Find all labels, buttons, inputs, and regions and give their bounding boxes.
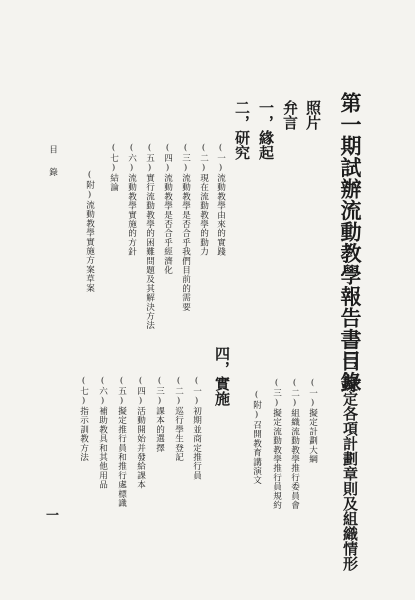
- research-item: (三)流動教學是否合乎我們目前的需要: [180, 143, 191, 312]
- practice-item: (一)初期並商定推行員: [191, 376, 202, 480]
- plans-appendix: (附)召開教育講演文: [251, 390, 262, 485]
- document-title: 第一期試辦流動教學報告書目錄: [338, 92, 363, 393]
- practice-item: (四)活動開始并發給課本: [135, 376, 146, 490]
- practice-item: (二)巡行學生登記: [173, 376, 184, 462]
- section-research-heading: 二，研究: [233, 100, 251, 160]
- research-appendix: (附)流動教學實施方案草案: [84, 170, 95, 293]
- section-practice-heading: 四，實施: [213, 346, 231, 406]
- plans-item: (二)組織流動教學推行委員會: [289, 378, 300, 510]
- practice-item: (七)指示訓教方法: [78, 376, 89, 462]
- plans-item: (一)擬定計劃大綱: [307, 378, 318, 464]
- section-plans-heading: 三，擬定各項計劃章則及組織情形: [341, 346, 359, 571]
- plans-item: (三)擬定流動教學推行員規約: [271, 378, 282, 510]
- practice-item: (三)課本的選擇: [154, 376, 165, 453]
- page-number: 一: [43, 508, 58, 521]
- research-item: (六)流動教學實施的方針: [126, 143, 137, 257]
- research-item: (一)流動教學由來的實踐: [215, 143, 226, 257]
- research-item: (四)流動教學是否合乎經濟化: [162, 143, 173, 275]
- research-item: (二)現在流動教學的動力: [198, 143, 209, 257]
- front-preface: 弁言: [281, 100, 299, 130]
- front-photos: 照片: [304, 100, 322, 130]
- research-item: (七)結論: [108, 143, 119, 192]
- research-item: (五)實行流動教學的困難問題及其解決方法: [144, 143, 155, 330]
- section-origin-heading: 一，緣起: [257, 100, 275, 160]
- practice-item: (五)擬定推行員和推行處標識: [116, 376, 127, 508]
- footer-label: 目錄: [47, 145, 58, 191]
- practice-item: (六)補助教具和其他用品: [97, 376, 108, 490]
